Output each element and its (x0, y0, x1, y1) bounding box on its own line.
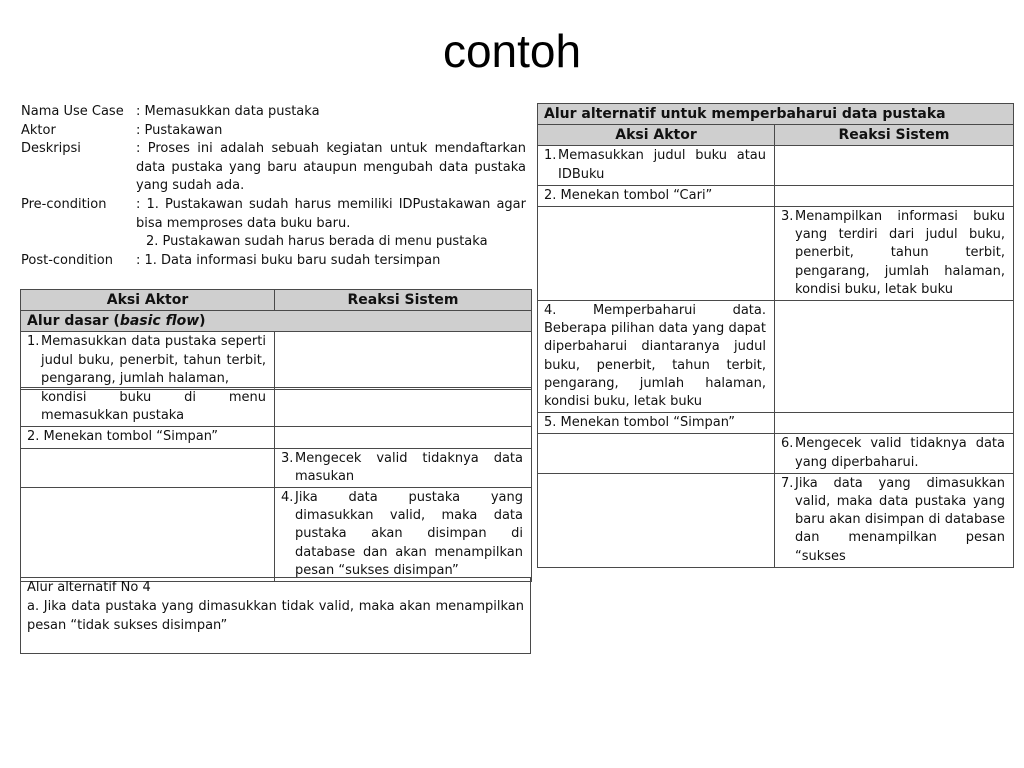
aktor-value: : Pustakawan (136, 122, 223, 138)
basic-step-1-continued-reaction-cell (275, 388, 532, 427)
basic-step-3-number: 3. (281, 450, 294, 466)
basic-step-1-text-continued: kondisi buku di menu memasukkan pustaka (41, 390, 266, 424)
nama-use-case-value: : Memasukkan data pustaka (136, 104, 320, 119)
basic-step-1-text: Memasukkan data pustaka seperti judul buku, penerbit, tahun terbit, pengarang, jumlah halaman, (41, 334, 266, 386)
update-step-3-text: Menampilkan informasi buku yang terdiri dari judul buku, penerbit, tahun terbit, pengarang, jumlah halaman, kondisi buku, letak buku (795, 209, 1005, 297)
update-step-1-reaction-cell (775, 146, 1014, 185)
basic-flow-heading-suffix: ) (199, 313, 206, 330)
alternative-flow-text: a. Jika data pustaka yang dimasukkan tidak valid, maka akan menampilkan pesan “tidak sukses disimpan” (27, 599, 524, 633)
update-step-7-cell (775, 473, 1014, 567)
basic-step-1-cell (21, 332, 275, 390)
slide-title: contoh (442, 25, 582, 77)
update-step-3-actor-cell (538, 207, 775, 301)
basic-step-4-number: 4. (281, 490, 294, 506)
basic-step-4-actor-cell (21, 488, 275, 582)
update-step-3-number: 3. (781, 209, 794, 225)
basic-step-1-reaction-cell (275, 332, 532, 390)
deskripsi-value: : Proses ini adalah sebuah kegiatan untuk mendaftarkan data pustaka yang baru ataupun mengubah data pustaka yang sudah ada. (136, 141, 526, 194)
update-step-6-text: Mengecek valid tidaknya data yang diperbaharui. (795, 436, 1005, 470)
update-step-1-number: 1. (544, 148, 557, 164)
basic-step-1-continued-cell (21, 388, 275, 427)
pre-condition-value-2: 2. Pustakawan sudah harus berada di menu pustaka (146, 234, 488, 250)
pre-condition-label: Pre-condition (21, 196, 107, 212)
basic-step-3-cell (275, 448, 532, 487)
column-header-reaksi-sistem: Reaksi Sistem (275, 290, 532, 311)
pre-condition-row (21, 196, 526, 233)
basic-step-2-reaction-cell (275, 427, 532, 448)
update-step-1-text: Memasukkan judul buku atau IDBuku (558, 148, 766, 182)
update-column-header-aksi-aktor: Aksi Aktor (538, 125, 775, 146)
update-step-6-actor-cell (538, 434, 775, 473)
deskripsi-row (21, 140, 526, 196)
basic-step-4-text: Jika data pustaka yang dimasukkan valid, maka data pustaka akan disimpan di database dan akan menampilkan pesan “sukses disimpan” (295, 490, 523, 578)
aktor-row (21, 122, 526, 141)
basic-flow-heading-italic: basic flow (119, 313, 200, 330)
update-step-6-number: 6. (781, 436, 794, 452)
update-step-3-cell (775, 207, 1014, 301)
aktor-label: Aktor (21, 122, 56, 138)
basic-flow-table-top (20, 289, 532, 390)
basic-step-1-number: 1. (27, 334, 40, 350)
update-step-7-number: 7. (781, 475, 794, 491)
post-condition-label: Post-condition (21, 252, 113, 268)
nama-use-case-row (21, 103, 526, 122)
basic-flow-heading (21, 311, 532, 332)
update-step-5-reaction-cell (775, 413, 1014, 434)
update-step-2-reaction-cell (775, 185, 1014, 206)
basic-flow-heading-prefix: Alur dasar ( (27, 313, 120, 330)
deskripsi-label: Deskripsi (21, 141, 81, 157)
update-flow-table (537, 103, 1014, 568)
basic-step-3-text: Mengecek valid tidaknya data masukan (295, 450, 523, 484)
alternative-flow-box (20, 577, 531, 654)
nama-use-case-label: Nama Use Case (21, 104, 124, 119)
update-step-4-reaction-cell (775, 301, 1014, 413)
alternative-flow-heading: Alur alternatif No 4 (27, 580, 151, 595)
pre-condition-value-1: : 1. Pustakawan sudah harus memiliki IDPustakawan agar bisa memproses data buku baru. (136, 196, 526, 231)
update-step-7-text: Jika data yang dimasukkan valid, maka data pustaka yang baru akan disimpan di database dan menampilkan pesan “sukses (795, 475, 1005, 564)
basic-step-2-cell: 2. Menekan tombol “Simpan” (21, 427, 275, 448)
column-header-aksi-aktor: Aksi Aktor (21, 290, 275, 311)
update-step-6-cell (775, 434, 1014, 473)
update-step-1-cell (538, 146, 775, 185)
basic-step-4-cell (275, 488, 532, 582)
basic-flow-table-bottom (20, 387, 532, 582)
post-condition-value: : 1. Data informasi buku baru sudah tersimpan (136, 252, 441, 268)
update-step-2-cell: 2. Menekan tombol “Cari” (538, 185, 775, 206)
basic-step-3-actor-cell (21, 448, 275, 487)
update-step-7-actor-cell (538, 473, 775, 567)
update-step-5-cell: 5. Menekan tombol “Simpan” (538, 413, 775, 434)
post-condition-row (21, 252, 526, 271)
update-column-header-reaksi-sistem: Reaksi Sistem (775, 125, 1014, 146)
update-step-4-cell: 4. Memperbaharui data. Beberapa pilihan data yang dapat diperbaharui diantaranya judul buku, penerbit, tahun terbit, pengarang, jumlah halaman, kondisi buku, letak buku (538, 301, 775, 413)
use-case-description (21, 103, 526, 270)
update-flow-heading: Alur alternatif untuk memperbaharui data pustaka (538, 104, 1014, 125)
